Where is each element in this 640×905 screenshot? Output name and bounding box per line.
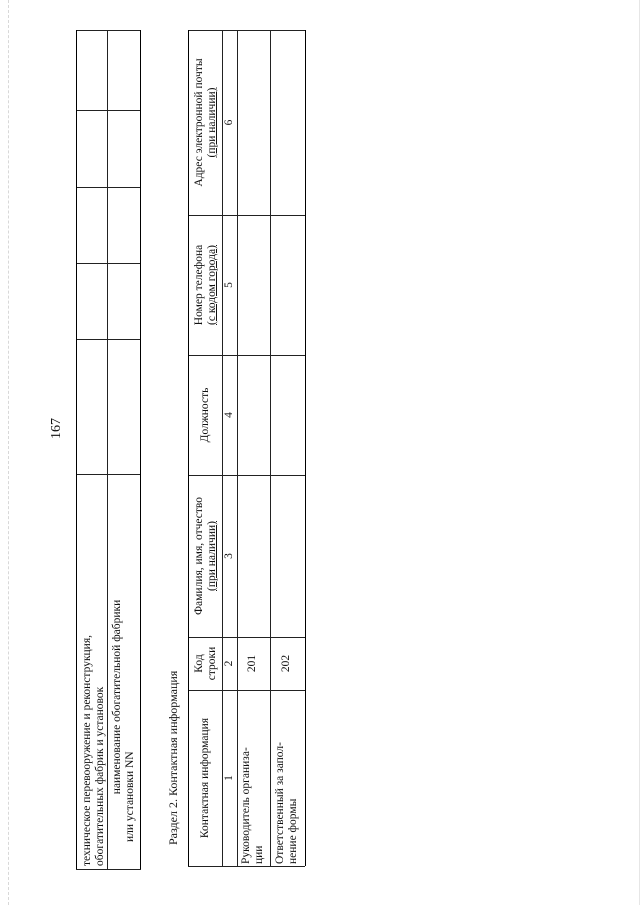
- row-code-201: 201: [246, 654, 258, 673]
- header-col3-line2: (при наличии): [206, 521, 218, 591]
- header-col6-line2: (при наличии): [206, 87, 218, 158]
- top-table-row2-label: [111, 542, 137, 852]
- header-col2-line1: Код: [193, 654, 205, 673]
- top-table-col-line: [76, 474, 141, 475]
- header-email: [193, 30, 219, 215]
- header-position: [199, 355, 212, 475]
- row2-label-line2: нение формы: [287, 798, 299, 864]
- top-table-col-line: [76, 263, 141, 264]
- contact-table-border-right: [305, 30, 306, 866]
- data-row-line: [270, 30, 271, 866]
- section-title: Раздел 2. Контактная информация: [166, 670, 180, 845]
- contact-table-border-left: [188, 30, 189, 866]
- row2-label-line1: Ответственный за запол-: [274, 742, 286, 864]
- header-phone: [193, 215, 219, 355]
- header-col5-line2: (с кодом города): [206, 245, 218, 325]
- row-code-202: 202: [280, 654, 292, 673]
- top-table-col-line: [76, 339, 141, 340]
- scan-artifact-line: [8, 0, 9, 905]
- header-col3-line1: Фамилия, имя, отчество: [193, 496, 205, 616]
- top-table-border-bottom: [76, 869, 141, 870]
- header-col1-text: Контактная информация: [199, 717, 211, 839]
- header-col5-line1: Номер телефона: [193, 244, 205, 326]
- row-label-head: [240, 747, 266, 864]
- row-label-responsible: [274, 742, 300, 864]
- header-row-code: [193, 637, 219, 690]
- top-table-row1-label: [81, 635, 107, 866]
- col-number-4: 4: [223, 412, 235, 418]
- col-number-1: 1: [223, 775, 235, 781]
- header-col4-text: Должность: [199, 387, 211, 443]
- row2-line-2: или установки NN: [124, 751, 136, 842]
- header-col2-line2: строки: [206, 646, 218, 681]
- top-table-col-line: [76, 110, 141, 111]
- contact-table-border-bottom: [188, 866, 305, 867]
- top-table-row-line: [107, 30, 108, 869]
- row2-line-1: наименование обогатительной фабрики: [111, 599, 123, 795]
- page-number: 167: [49, 418, 64, 439]
- number-row-line: [237, 30, 238, 866]
- col-number-6: 6: [223, 119, 235, 126]
- header-contact-info: [199, 690, 212, 866]
- header-full-name: [193, 475, 219, 637]
- col-number-3: 3: [223, 553, 235, 559]
- header-col6-line1: Адрес электронной почты: [193, 58, 205, 187]
- row1-label-line1: Руководитель организа-: [240, 747, 252, 864]
- row1-line-1: техническое перевооружение и реконструкция,: [81, 634, 93, 866]
- top-table-border-top: [76, 30, 141, 31]
- row1-label-line2: ции: [253, 845, 265, 864]
- top-table-border-right: [140, 30, 141, 869]
- top-table-border-left: [76, 30, 77, 869]
- col-number-2: 2: [223, 660, 235, 667]
- col-number-5: 5: [223, 282, 235, 288]
- top-table-col-line: [76, 187, 141, 188]
- row1-line-2: обогатительных фабрик и установок: [94, 686, 106, 866]
